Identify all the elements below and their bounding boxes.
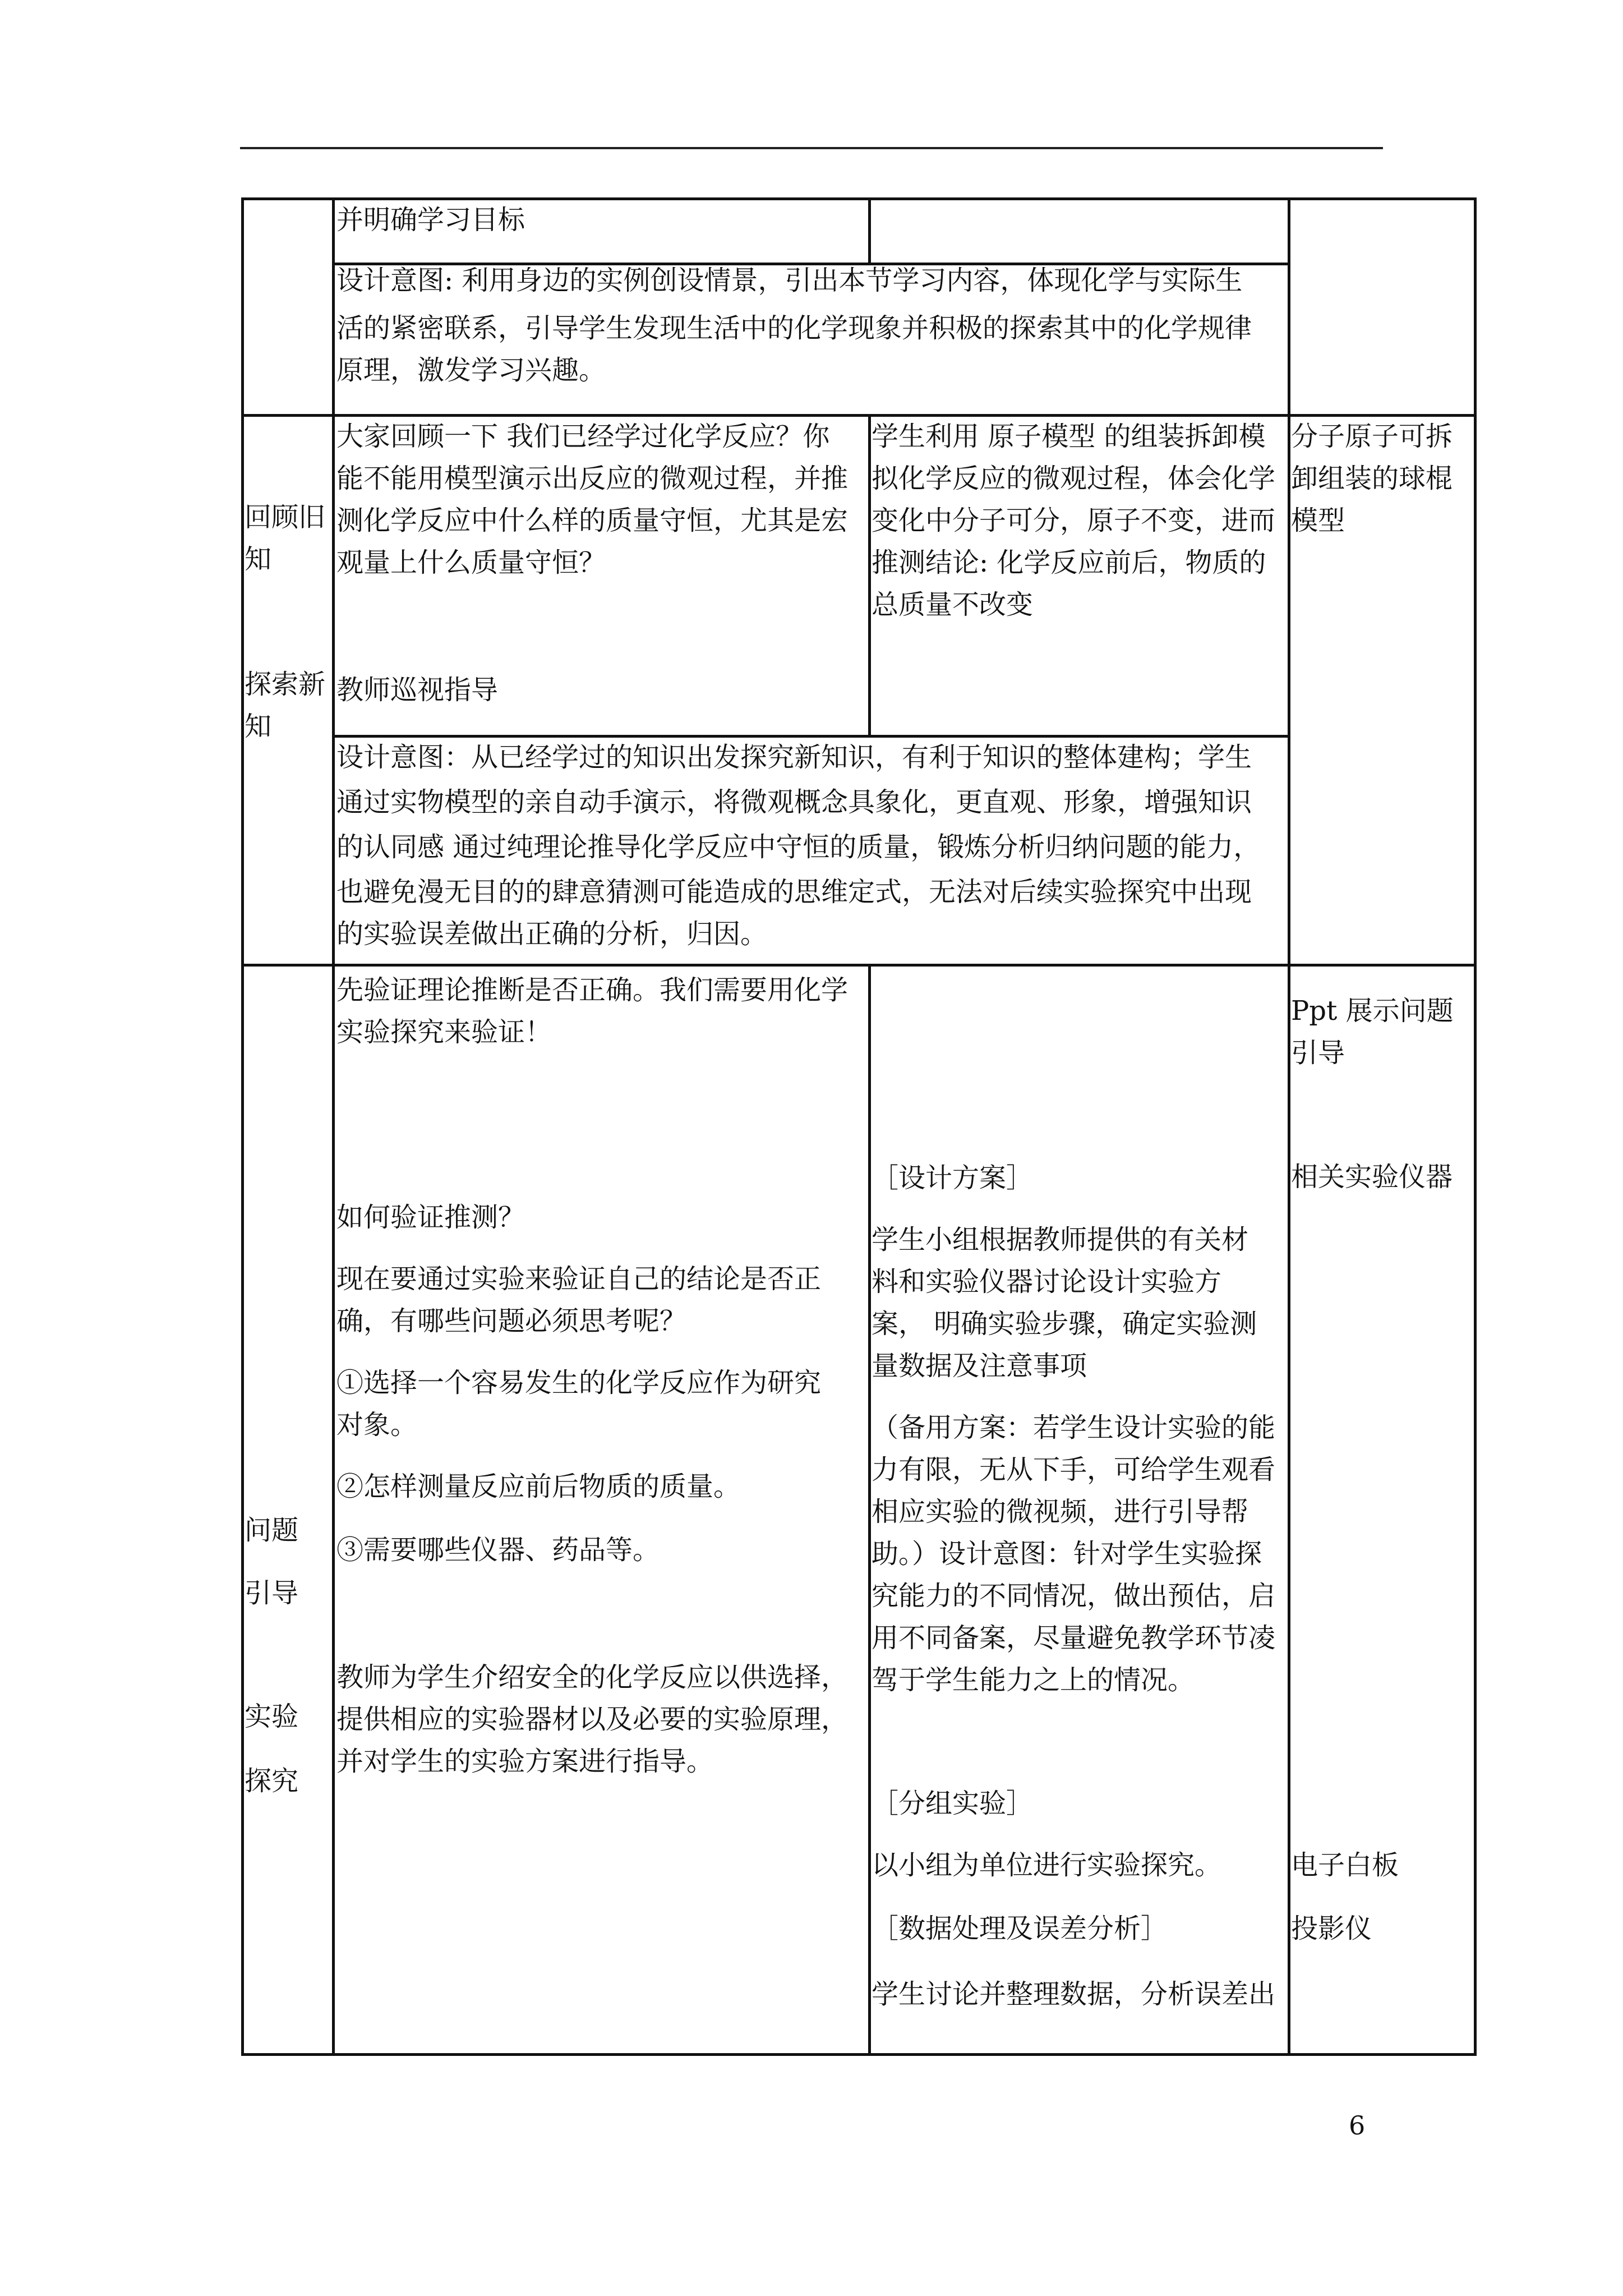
teacher-activity-text: ①选择一个容易发生的化学反应作为研究 xyxy=(336,1367,822,1398)
media-text: 引导 xyxy=(1291,1037,1345,1069)
student-activity-text: 料和实验仪器讨论设计实验方 xyxy=(872,1266,1222,1297)
student-activity-text: 变化中分子可分，原子不变，进而 xyxy=(872,505,1276,536)
table-column-rule xyxy=(868,964,871,2056)
media-text: 模型 xyxy=(1291,505,1345,536)
stage-label: 实验 xyxy=(245,1701,299,1732)
student-activity-text: 究能力的不同情况，做出预估，启 xyxy=(872,1580,1276,1612)
media-text: 分子原子可拆 xyxy=(1291,421,1453,452)
design-intent-text: 设计意图: 利用身边的实例创设情景，引出本节学习内容，体现化学与实际生 xyxy=(336,265,1243,296)
teacher-activity-text: 能不能用模型演示出反应的微观过程，并推 xyxy=(336,463,849,494)
teacher-activity-text: 对象。 xyxy=(336,1409,418,1441)
student-activity-text: 学生利用 原子模型 的组装拆卸模 xyxy=(872,421,1266,452)
stage-label: 知 xyxy=(245,711,272,742)
student-activity-text: 助。）设计意图：针对学生实验探 xyxy=(872,1538,1262,1570)
design-intent-text: 的实验误差做出正确的分析，归因。 xyxy=(336,918,768,950)
table-border-bottom xyxy=(242,2053,1476,2056)
stage-label: 知 xyxy=(245,544,272,575)
student-activity-text: 力有限，无从下手，可给学生观看 xyxy=(872,1454,1276,1485)
teacher-activity-text: 实验探究来验证！ xyxy=(336,1016,552,1048)
student-activity-text: 以小组为单位进行实验探究。 xyxy=(872,1849,1222,1881)
stage-label: 引导 xyxy=(245,1577,299,1609)
page-number: 6 xyxy=(1349,2110,1366,2141)
teacher-activity-text: 大家回顾一下 我们已经学过化学反应？你 xyxy=(336,421,830,452)
table-column-rule xyxy=(332,197,335,2056)
teacher-activity-text: ③需要哪些仪器、药品等。 xyxy=(336,1534,660,1566)
design-intent-text: 原理，激发学习兴趣。 xyxy=(336,355,606,386)
design-intent-text: 设计意图：从已经学过的知识出发探究新知识，有利于知识的整体建构；学生 xyxy=(336,742,1252,773)
student-activity-text: 案， 明确实验步骤，确定实验测 xyxy=(872,1308,1257,1340)
media-text: 相关实验仪器 xyxy=(1291,1161,1453,1193)
teacher-activity-text: 现在要通过实验来验证自己的结论是否正 xyxy=(336,1263,822,1295)
media-text: Ppt 展示问题 xyxy=(1291,995,1454,1027)
teacher-activity-text: 并对学生的实验方案进行指导。 xyxy=(336,1746,714,1777)
student-activity-text: 推测结论: 化学反应前后，物质的 xyxy=(872,547,1266,578)
design-intent-text: 的认同感 通过纯理论推导化学反应中守恒的质量，锻炼分析归纳问题的能力， xyxy=(336,831,1261,863)
teacher-activity-text: 提供相应的实验器材以及必要的实验原理， xyxy=(336,1704,849,1735)
table-border-left xyxy=(241,197,244,2056)
teacher-activity-text: 先验证理论推断是否正确。我们需要用化学 xyxy=(336,974,849,1006)
student-activity-text: 驾于学生能力之上的情况。 xyxy=(872,1664,1195,1696)
media-text: 卸组装的球棍 xyxy=(1291,463,1453,494)
student-activity-text: ［设计方案］ xyxy=(872,1162,1034,1194)
design-intent-text: 通过实物模型的亲自动手演示，将微观概念具象化，更直观、形象，增强知识 xyxy=(336,786,1252,818)
design-intent-text: 活的紧密联系，引导学生发现生活中的化学现象并积极的探索其中的化学规律 xyxy=(336,312,1252,344)
student-activity-text: 学生小组根据教师提供的有关材 xyxy=(872,1224,1249,1255)
teacher-activity-text: ②怎样测量反应前后物质的质量。 xyxy=(336,1471,741,1502)
student-activity-text: 相应实验的微视频，进行引导帮 xyxy=(872,1496,1249,1527)
student-activity-text: ［分组实验］ xyxy=(872,1788,1034,1819)
teacher-activity-text: 教师巡视指导 xyxy=(336,674,499,706)
student-activity-text: ［数据处理及误差分析］ xyxy=(872,1913,1168,1944)
table-column-rule xyxy=(1288,197,1290,2056)
media-text: 投影仪 xyxy=(1291,1913,1372,1944)
table-column-rule xyxy=(868,414,871,738)
teacher-activity-text: 如何验证推测？ xyxy=(336,1202,525,1233)
stage-label: 问题 xyxy=(245,1515,299,1546)
design-intent-text: 也避免漫无目的的肆意猜测可能造成的思维定式，无法对后续实验探究中出现 xyxy=(336,876,1252,908)
table-rule xyxy=(242,964,1476,967)
student-activity-text: 总质量不改变 xyxy=(872,589,1034,620)
stage-label: 回顾旧 xyxy=(245,501,326,533)
teacher-activity-text: 确，有哪些问题必须思考呢？ xyxy=(336,1305,687,1337)
table-column-rule xyxy=(868,197,871,265)
teacher-activity-text: 观量上什么质量守恒？ xyxy=(336,547,606,578)
media-text: 电子白板 xyxy=(1291,1849,1399,1881)
student-activity-text: 量数据及注意事项 xyxy=(872,1350,1087,1382)
stage-label: 探索新 xyxy=(245,669,326,700)
header-rule xyxy=(240,147,1383,149)
student-activity-text: 学生讨论并整理数据，分析误差出 xyxy=(872,1978,1276,2010)
student-activity-text: 拟化学反应的微观过程，体会化学 xyxy=(872,463,1276,494)
teacher-activity-text: 测化学反应中什么样的质量守恒，尤其是宏 xyxy=(336,505,849,536)
teacher-activity-text: 教师为学生介绍安全的化学反应以供选择， xyxy=(336,1662,849,1693)
teacher-activity-text: 并明确学习目标 xyxy=(336,204,525,236)
student-activity-text: （备用方案：若学生设计实验的能 xyxy=(872,1412,1276,1443)
student-activity-text: 用不同备案，尽量避免教学环节凌 xyxy=(872,1622,1276,1654)
stage-label: 探究 xyxy=(245,1765,299,1797)
table-border-right xyxy=(1474,197,1477,2056)
